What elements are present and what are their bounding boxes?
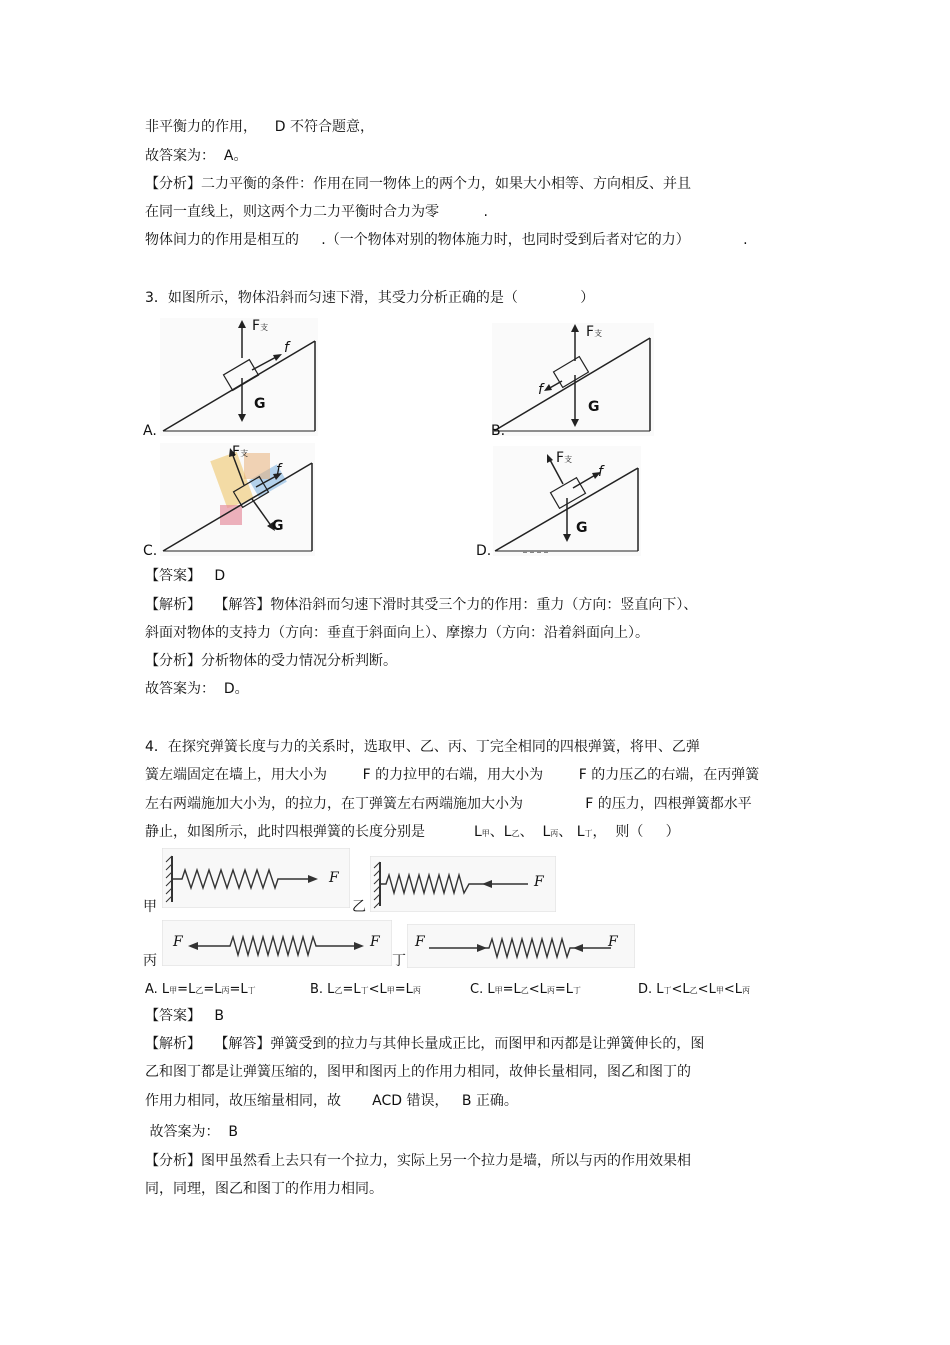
spring-label-bing: 丙 — [143, 953, 157, 969]
spring-label-ding: 丁 — [392, 953, 406, 969]
friction-label: f — [538, 382, 543, 398]
analysis-line: 物体间力的作用是相互的 .（一个物体对别的物体施力时，也同时受到后者对它的力） . — [145, 232, 748, 248]
question-4: 4．在探究弹簧长度与力的关系时，选取甲、乙、丙、丁完全相同的四根弹簧，将甲、乙弹 — [145, 739, 700, 755]
support-force-label: F支 — [586, 324, 603, 340]
spring-label-yi: 乙 — [352, 899, 366, 915]
analysis-line: 同，同理，图乙和图丁的作用力相同。 — [145, 1181, 383, 1197]
support-force-label: F支 — [232, 444, 249, 460]
option-label-b: B. — [491, 423, 506, 439]
option-label-a: A. — [143, 423, 157, 439]
spring-figure-jia — [162, 848, 350, 908]
force-label: F — [534, 874, 544, 890]
gravity-label: G — [576, 520, 588, 536]
gravity-label: G — [588, 399, 600, 415]
analysis-line: 在同一直线上，则这两个力二力平衡时合力为零 . — [145, 204, 488, 220]
gravity-label: G — [254, 396, 266, 412]
option-label-c: C. — [143, 543, 158, 559]
figure-option-b — [492, 323, 654, 436]
option-label-d: D. — [476, 543, 492, 559]
spring-figure-yi — [370, 856, 556, 912]
friction-label: f — [276, 462, 281, 478]
option-d: D. L丁<L乙<L甲<L丙 — [638, 982, 750, 997]
friction-label: f — [284, 340, 289, 356]
spring-label-jia: 甲 — [143, 899, 157, 915]
answer-line: 【答案】 B — [145, 1008, 224, 1024]
option-a: A. L甲=L乙=L丙=L丁 — [145, 982, 256, 997]
analysis-line: 【分析】图甲虽然看上去只有一个拉力，实际上另一个拉力是墙，所以与丙的作用效果相 — [145, 1153, 691, 1169]
question-3: 3．如图所示，物体沿斜而匀速下滑，其受力分析正确的是（ ） — [145, 290, 595, 306]
force-label: F — [370, 934, 380, 950]
explanation-line: 作用力相同，故压缩量相同，故 ACD 错误， B 正确。 — [145, 1093, 518, 1109]
final-answer-line: 故答案为： D。 — [145, 681, 249, 697]
text-line: 故答案为： A。 — [145, 148, 248, 164]
analysis-line: 【分析】二力平衡的条件：作用在同一物体上的两个力，如果大小相等、方向相反、并且 — [145, 176, 691, 192]
question-4-text: 静止，如图所示，此时四根弹簧的长度分别是 L甲、L乙、 L丙、 L丁， 则（ ） — [145, 824, 680, 840]
analysis-line: 【分析】分析物体的受力情况分析判断。 — [145, 653, 397, 669]
support-force-label: F支 — [556, 450, 573, 466]
force-label: F — [173, 934, 183, 950]
final-answer-line: 故答案为： B — [145, 1124, 238, 1140]
explanation-line: 斜面对物体的支持力（方向：垂直于斜面向上）、摩擦力（方向：沿着斜面向上）。 — [145, 625, 649, 641]
answer-line: 【答案】 D — [145, 568, 226, 584]
spring-figure-ding — [407, 924, 635, 968]
force-label: F — [329, 870, 339, 886]
text-line: 非平衡力的作用， D 不符合题意， — [145, 119, 375, 135]
explanation-line: 乙和图丁都是让弹簧压缩的，图甲和图丙上的作用力相同，故伸长量相同，图乙和图丁的 — [145, 1064, 691, 1080]
question-4-text: 簧左端固定在墙上，用大小为 F 的力拉甲的右端，用大小为 F 的力压乙的右端，在丙弹簧 — [145, 767, 760, 783]
explanation-line: 【解析】 【解答】物体沿斜而匀速下滑时其受三个力的作用：重力（方向：竖直向下）、 — [145, 597, 698, 613]
option-b: B. L乙=L丁<L甲=L丙 — [310, 982, 421, 997]
spring-figure-bing — [162, 920, 392, 966]
friction-label: f — [598, 464, 603, 480]
question-4-text: 左右两端施加大小为，的拉力，在丁弹簧左右两端施加大小为 F 的压力，四根弹簧都水平 — [145, 796, 752, 812]
force-label: F — [415, 934, 425, 950]
option-c: C. L甲=L乙<L丙=L丁 — [470, 982, 582, 997]
support-force-label: F支 — [252, 318, 269, 334]
explanation-line: 【解析】 【解答】弹簧受到的拉力与其伸长量成正比，而图甲和丙都是让弹簧伸长的，图 — [145, 1036, 705, 1052]
gravity-label: G — [272, 518, 284, 534]
force-label: F — [608, 934, 618, 950]
figure-option-a — [160, 318, 318, 436]
